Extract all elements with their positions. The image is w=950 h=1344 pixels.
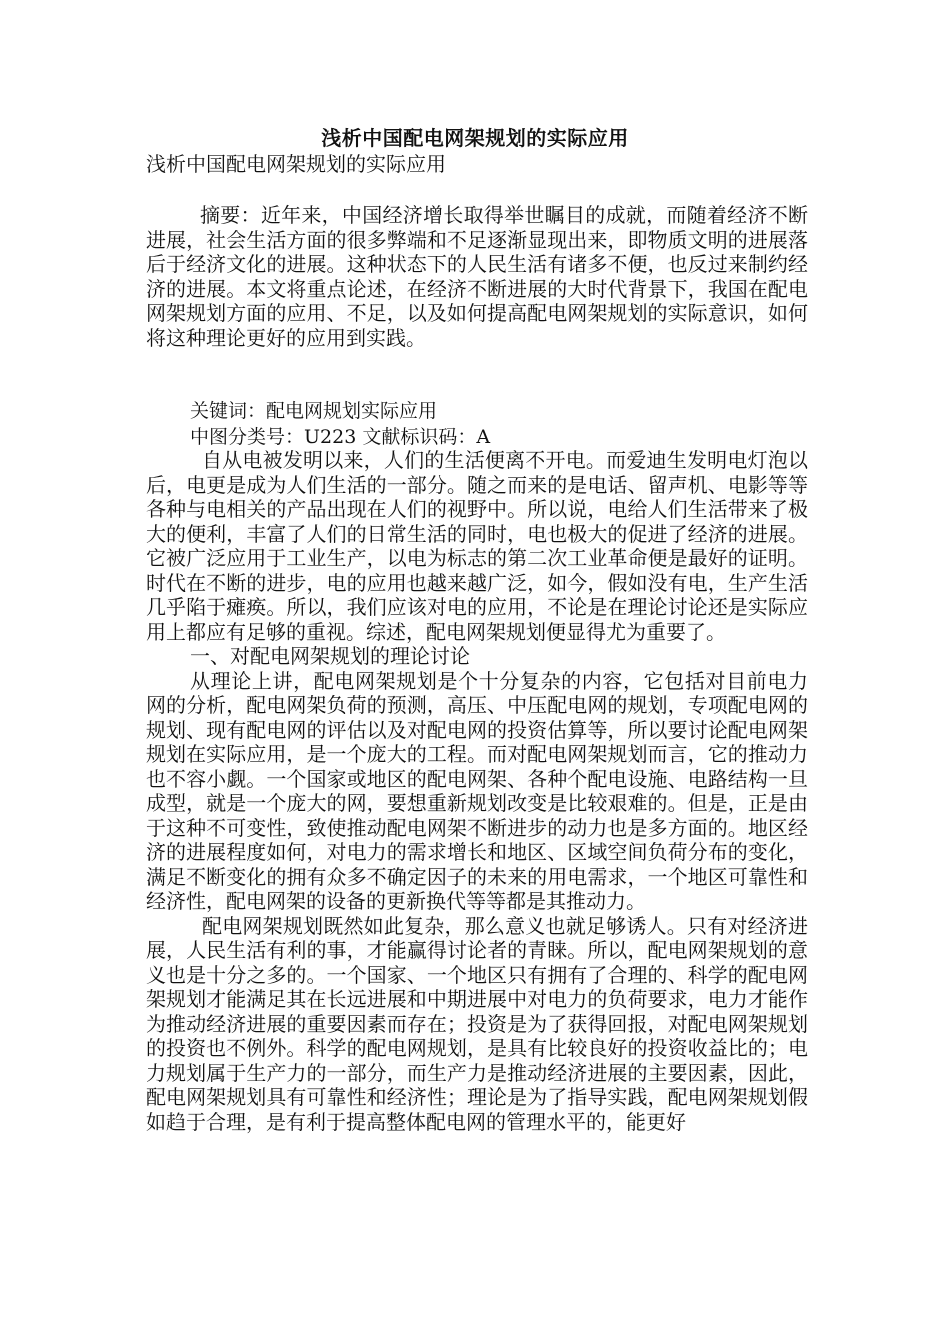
abstract-paragraph: 摘要：近年来，中国经济增长取得举世瞩目的成就，而随着经济不断进展，社会生活方面的很多弊端和不足逐渐显现出来，即物质文明的进展落后于经济文化的进展。这种状态下的人民生活有诸多不便，也反过来制约经济的进展。本文将重点论述，在经济不断进展的大时代背景下，我国在配电网架规划方面的应用、不足，以及如何提高配电网架规划的实际意识，如何将这种理论更好的应用到实践。 xyxy=(146,203,808,350)
classification-line: 中图分类号：U223 文献标识码：A xyxy=(190,426,491,448)
main-body xyxy=(146,448,808,1134)
abstract-section xyxy=(146,203,808,350)
body-paragraph: 配电网架规划既然如此复杂，那么意义也就足够诱人。只有对经济进展，人民生活有利的事，才能赢得讨论者的青睐。所以，配电网架规划的意义也是十分之多的。一个国家、一个地区只有拥有了合理的、科学的配电网架规划才能满足其在长远进展和中期进展中对电力的负荷要求，电力才能作为推动经济进展的重要因素而存在；投资是为了获得回报，对配电网架规划的投资也不例外。科学的配电网规划，是具有比较良好的投资收益比的；电力规划属于生产力的一部分，而生产力是推动经济进展的主要因素，因此，配电网架规划具有可靠性和经济性；理论是为了指导实践，配电网架规划假如趋于合理，是有利于提高整体配电网的管理水平的，能更好 xyxy=(146,913,808,1134)
document-title: 浅析中国配电网架规划的实际应用 xyxy=(321,126,629,150)
body-paragraph: 自从电被发明以来，人们的生活便离不开电。而爱迪生发明电灯泡以后，电更是成为人们生活的一部分。随之而来的是电话、留声机、电影等等各种与电相关的产品出现在人们的视野中。所以说，电给人们生活带来了极大的便利，丰富了人们的日常生活的同时，电也极大的促进了经济的进展。它被广泛应用于工业生产，以电为标志的第二次工业革命便是最好的证明。时代在不断的进步，电的应用也越来越广泛，如今，假如没有电，生产生活几乎陷于瘫痪。所以，我们应该对电的应用，不论是在理论讨论还是实际应用上都应有足够的重视。综述，配电网架规划便显得尤为重要了。 xyxy=(146,448,808,644)
body-paragraph: 从理论上讲，配电网架规划是个十分复杂的内容，它包括对目前电力网的分析，配电网架负荷的预测，高压、中压配电网的规划，专项配电网的规划、现有配电网的评估以及对配电网的投资估算等，所以要讨论配电网架规划在实际应用，是一个庞大的工程。而对配电网架规划而言，它的推动力也不容小觑。一个国家或地区的配电网架、各种个配电设施、电路结构一旦成型，就是一个庞大的网，要想重新规划改变是比较艰难的。但是，正是由于这种不可变性，致使推动配电网架不断进步的动力也是多方面的。地区经济的进展程度如何，对电力的需求增长和地区、区域空间负荷分布的变化，满足不断变化的拥有众多不确定因子的未来的用电需求，一个地区可靠性和经济性，配电网架的设备的更新换代等等都是其推动力。 xyxy=(146,668,808,913)
keywords-line: 关键词：配电网规划实际应用 xyxy=(190,400,438,422)
section-heading: 一、对配电网架规划的理论讨论 xyxy=(190,644,470,668)
document-subtitle: 浅析中国配电网架规划的实际应用 xyxy=(146,152,446,176)
